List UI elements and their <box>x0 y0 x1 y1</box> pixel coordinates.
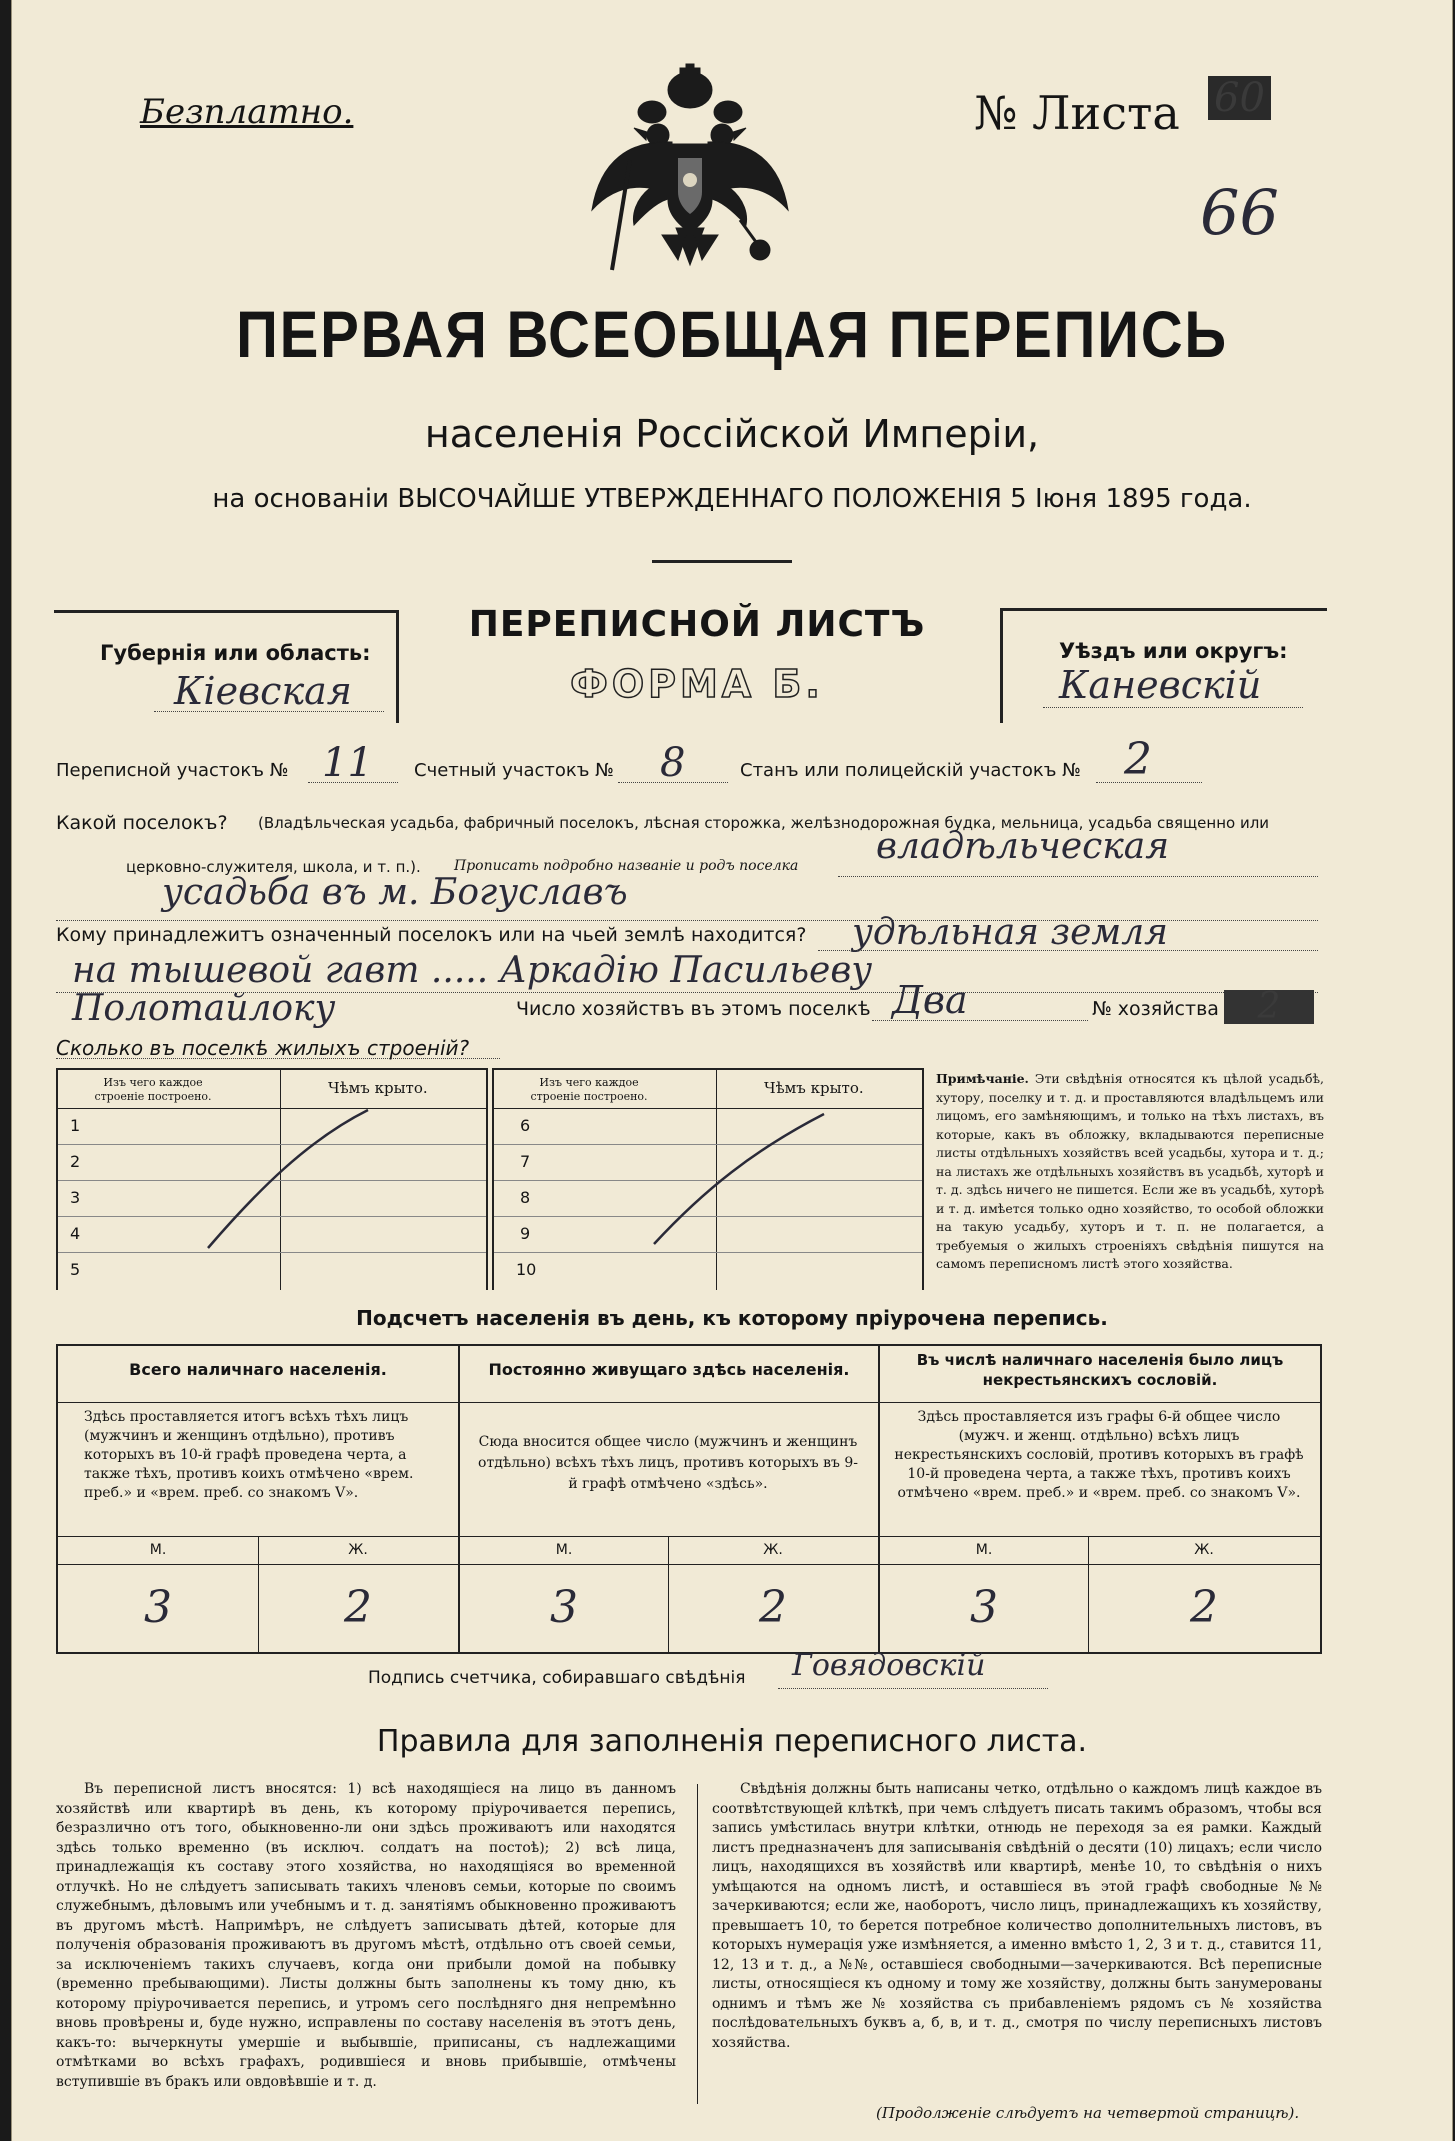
row-num: 10 <box>516 1260 537 1279</box>
settlement-question: Какой поселокъ? <box>56 812 228 834</box>
male-label: М. <box>555 1542 573 1558</box>
non-peasant-title: Въ числѣ наличнаго населенія было лицъ некрестьянскихъ сословій. <box>916 1351 1284 1389</box>
district-value: Каневскій <box>1059 663 1262 707</box>
district-label: Уѣздъ или округъ: <box>1059 639 1288 663</box>
buildings-question: Сколько въ поселкѣ жилыхъ строеній? <box>56 1036 470 1060</box>
strike-through-mark <box>494 1070 922 1290</box>
settlement-value-2: усадьба въ м. Богуславъ <box>162 872 628 913</box>
permanent-residents-title: Постоянно живущаго здѣсь населенія. <box>488 1360 850 1379</box>
settlement-hint: (Владѣльческая усадьба, фабричный поселокъ, лѣсная сторожка, желѣзнодорожная будка, мельница, усадьба священно или <box>258 814 1270 832</box>
count-table <box>56 1344 1322 1654</box>
count-mf-divider <box>58 1564 1320 1565</box>
permanent-male: 3 <box>550 1582 578 1633</box>
female-label: Ж. <box>348 1542 368 1558</box>
owner-value-1: удѣльная земля <box>852 912 1168 953</box>
count-text-divider <box>58 1536 1320 1537</box>
female-label: Ж. <box>1194 1542 1214 1558</box>
col-roof-header: Чѣмъ крыто. <box>328 1079 428 1097</box>
row-num: 1 <box>70 1116 81 1135</box>
form-subtitle: ФОРМА Б. <box>570 662 824 706</box>
households-label: Число хозяйствъ въ этомъ поселкѣ <box>516 998 871 1020</box>
form-title: ПЕРЕПИСНОЙ ЛИСТЪ <box>468 604 926 645</box>
household-no-label: № хозяйства <box>1092 998 1219 1020</box>
total-present-female: 2 <box>344 1582 372 1633</box>
census-area-value: 11 <box>322 740 373 786</box>
census-area-label: Переписной участокъ № <box>56 760 289 781</box>
settlement-value-1: владѣльческая <box>876 826 1170 867</box>
row-num: 7 <box>520 1152 531 1171</box>
rules-continued: (Продолженіе слѣдуетъ на четвертой страницѣ). <box>876 2104 1300 2122</box>
col-material-header: Изъ чего каждое строеніе построено. <box>530 1076 648 1103</box>
settlement-hint-3: Прописать подробно названіе и родъ поселка <box>454 858 799 874</box>
note-title: Примѣчаніе. <box>936 1071 1029 1086</box>
row-num: 3 <box>70 1188 81 1207</box>
subtitle: населенія Россійской Имперіи, <box>424 412 1040 456</box>
signature-line <box>778 1688 1048 1689</box>
rules-divider <box>697 1784 698 2104</box>
stan-value: 2 <box>1124 734 1152 785</box>
rules-title: Правила для заполненія переписного листа. <box>376 1724 1088 1759</box>
title-divider <box>652 560 792 563</box>
census-sheet <box>12 0 1452 2141</box>
province-box <box>54 610 399 723</box>
note <box>936 1070 1324 1274</box>
buildings-table-left <box>56 1068 488 1290</box>
district-box <box>1000 608 1327 723</box>
row-num: 9 <box>520 1224 531 1243</box>
free-label: Безплатно. <box>140 92 354 132</box>
owner-value-3: Полотайлоку <box>72 988 336 1029</box>
owner-value-2: на тышевой гавт ..... Аркадію Пасильеву <box>72 950 873 991</box>
total-present-text: Здѣсь проставляется итогъ всѣхъ тѣхъ лицъ (мужчинъ и женщинъ отдѣльно), противъ которыхъ въ 10-й графѣ проведена черта, а также тѣхъ, противъ коихъ отмѣчено «врем. преб.» и «врем. преб. со знакомъ V». <box>84 1409 414 1501</box>
district-line <box>1043 707 1303 708</box>
row-num: 6 <box>520 1116 531 1135</box>
sheet-number-label: № Листа <box>974 86 1180 140</box>
permanent-female: 2 <box>759 1582 787 1633</box>
province-value: Кіевская <box>174 669 352 713</box>
male-label: М. <box>149 1542 167 1558</box>
male-label: М. <box>975 1542 993 1558</box>
legal-basis: на основаніи ВЫСОЧАЙШЕ УТВЕРЖДЕННАГО ПОЛОЖЕНІЯ 5 Іюня 1895 года. <box>212 484 1252 514</box>
buildings-table-right <box>492 1068 924 1290</box>
total-present-title: Всего наличнаго населенія. <box>129 1360 387 1379</box>
row-num: 8 <box>520 1188 531 1207</box>
note-text: Эти свѣдѣнія относятся къ цѣлой усадьбѣ, хутору, поселку и т. д. и проставляются владѣльцемъ или лицомъ, его замѣняющимъ, и только на тѣхъ листахъ, въ которые, какъ въ обложку, вкладываются переписные листы отдѣльныхъ хозяйствъ всей усадьбы, хутора и т. д.; на листахъ же отдѣльныхъ хозяйствъ въ усадьбѣ, хуторѣ и т. д. здѣсь ничего не пишется. Если же въ усадьбѣ, хуторѣ и т. д. имѣется только одно хозяйство, то особой обложки на такую усадьбу, хуторъ и т. п. не полагается, а требуемыя о жилыхъ строеніяхъ свѣдѣнія пишутся на самомъ переписномъ листѣ этого хозяйства. <box>936 1071 1324 1271</box>
household-no-value: 2 <box>1224 990 1314 1024</box>
col-material-header: Изъ чего каждое строеніе построено. <box>94 1076 212 1103</box>
province-line <box>154 711 384 712</box>
owner-line-1 <box>818 950 1318 951</box>
double-headed-eagle-emblem <box>590 60 790 280</box>
row-num: 2 <box>70 1152 81 1171</box>
total-present-male: 3 <box>144 1582 172 1633</box>
row-num: 4 <box>70 1224 81 1243</box>
non-peasant-male: 3 <box>970 1582 998 1633</box>
signature-value: Говядовскій <box>792 1648 986 1683</box>
signature-label: Подпись счетчика, собиравшаго свѣдѣнія <box>368 1668 746 1688</box>
col-roof-header: Чѣмъ крыто. <box>764 1079 864 1097</box>
permanent-residents-text: Сюда вносится общее число (мужчинъ и женщинъ отдѣльно) всѣхъ тѣхъ лицъ, противъ которыхъ въ 9-й графѣ отмѣчено «здѣсь». <box>478 1434 858 1492</box>
households-value: Два <box>892 978 968 1022</box>
settlement-hint-2: церковно-служителя, школа, и т. п.). <box>126 858 421 876</box>
rules-right: Свѣдѣнія должны быть написаны четко, отдѣльно о каждомъ лицѣ каждое въ соотвѣтствующей клѣткѣ, при чемъ слѣдуетъ писать такимъ образомъ, чтобы вся запись умѣстилась внутри клѣтки, отнюдь не переходя за ея рамки. Каждый листъ предназначенъ для записыванія свѣдѣній о десяти (10) лицахъ; если число лицъ, находящихся въ хозяйствѣ или квартирѣ, менѣе 10, то свѣдѣнія о нихъ умѣщаются на одномъ листѣ, и оставшіеся въ этой графѣ свободные №№ зачеркиваются; если же, наоборотъ, число лицъ, принадлежащихъ къ хозяйству, превышаетъ 10, то берется потребное количество дополнительныхъ листовъ, въ которыхъ нумерація уже измѣняется, а именно вмѣсто 1, 2, 3 и т. д., ставится 11, 12, 13 и т. д., а №№, оставшіеся свободными—зачеркиваются. Всѣ переписные листы, относящіеся къ одному и тому же хозяйству, должны быть занумерованы однимъ и тѣмъ же № хозяйства съ прибавленіемъ рядомъ съ № хозяйства послѣдовательныхъ буквъ а, б, в, и т. д., смотря по числу переписныхъ листовъ хозяйства. <box>712 1781 1322 2051</box>
buildings-line <box>56 1058 500 1059</box>
row-num: 5 <box>70 1260 81 1279</box>
province-label: Губернія или область: <box>100 641 371 665</box>
count-area-value: 8 <box>660 740 686 786</box>
owner-question: Кому принадлежитъ означенный поселокъ или на чьей землѣ находится? <box>56 924 807 946</box>
stan-label: Станъ или полицейскій участокъ № <box>740 760 1081 781</box>
main-title: ПЕРВАЯ ВСЕОБЩАЯ ПЕРЕПИСЬ <box>236 297 1228 371</box>
female-label: Ж. <box>763 1542 783 1558</box>
non-peasant-female: 2 <box>1190 1582 1218 1633</box>
strike-through-mark <box>58 1070 486 1290</box>
non-peasant-text: Здѣсь проставляется изъ графы 6-й общее число (мужч. и женщ. отдѣльно) всѣхъ лицъ некрестьянскихъ сословій, противъ которыхъ въ графѣ 10-й проведена черта, а также тѣхъ, противъ коихъ отмѣчено «врем. преб.» и «врем. преб. со знакомъ V». <box>894 1409 1304 1501</box>
sheet-number-new: 66 <box>1200 176 1279 249</box>
count-area-label: Счетный участокъ № <box>414 760 614 781</box>
settlement-line-1 <box>838 876 1318 877</box>
rules-left: Въ переписной листъ вносятся: 1) всѣ находящіеся на лицо въ данномъ хозяйствѣ или квартирѣ въ день, къ которому пріурочивается перепись, безразлично отъ того, обыкновенно-ли они здѣсь проживаютъ или находятся здѣсь только временно (въ исключ. солдатъ на постоѣ); 2) всѣ лица, принадлежащія къ составу этого хозяйства, но находящіяся во временной отлучкѣ. Но не слѣдуетъ записывать такихъ членовъ семьи, которые по своимъ служебнымъ, дѣловымъ или учебнымъ и т. д. занятіямъ обыкновенно проживаютъ въ другомъ мѣстѣ. Напримѣръ, не слѣдуетъ записывать дѣтей, которые для полученія образованія проживаютъ въ другомъ мѣстѣ, отдѣльно отъ своей семьи, за исключеніемъ такихъ случаевъ, когда они прибыли домой на побывку (временно пребывающими). Листы должны быть заполнены къ тому дню, къ которому пріурочивается перепись, и утромъ сего послѣдняго дня непремѣнно вновь провѣрены и, буде нужно, исправлены по составу населенія въ этотъ день, какъ-то: вычеркнуты умершіе и выбывшіе, приписаны, съ надлежащими отмѣтками во всѣхъ графахъ, родившіеся и вновь прибывшіе, отмѣчены вступившіе въ бракъ или овдовѣвшіе и т. д. <box>56 1781 676 2090</box>
count-title: Подсчетъ населенія въ день, къ которому пріурочена перепись. <box>356 1306 1108 1330</box>
count-title-divider <box>58 1402 1320 1403</box>
sheet-number-old: 60 <box>1208 76 1271 120</box>
